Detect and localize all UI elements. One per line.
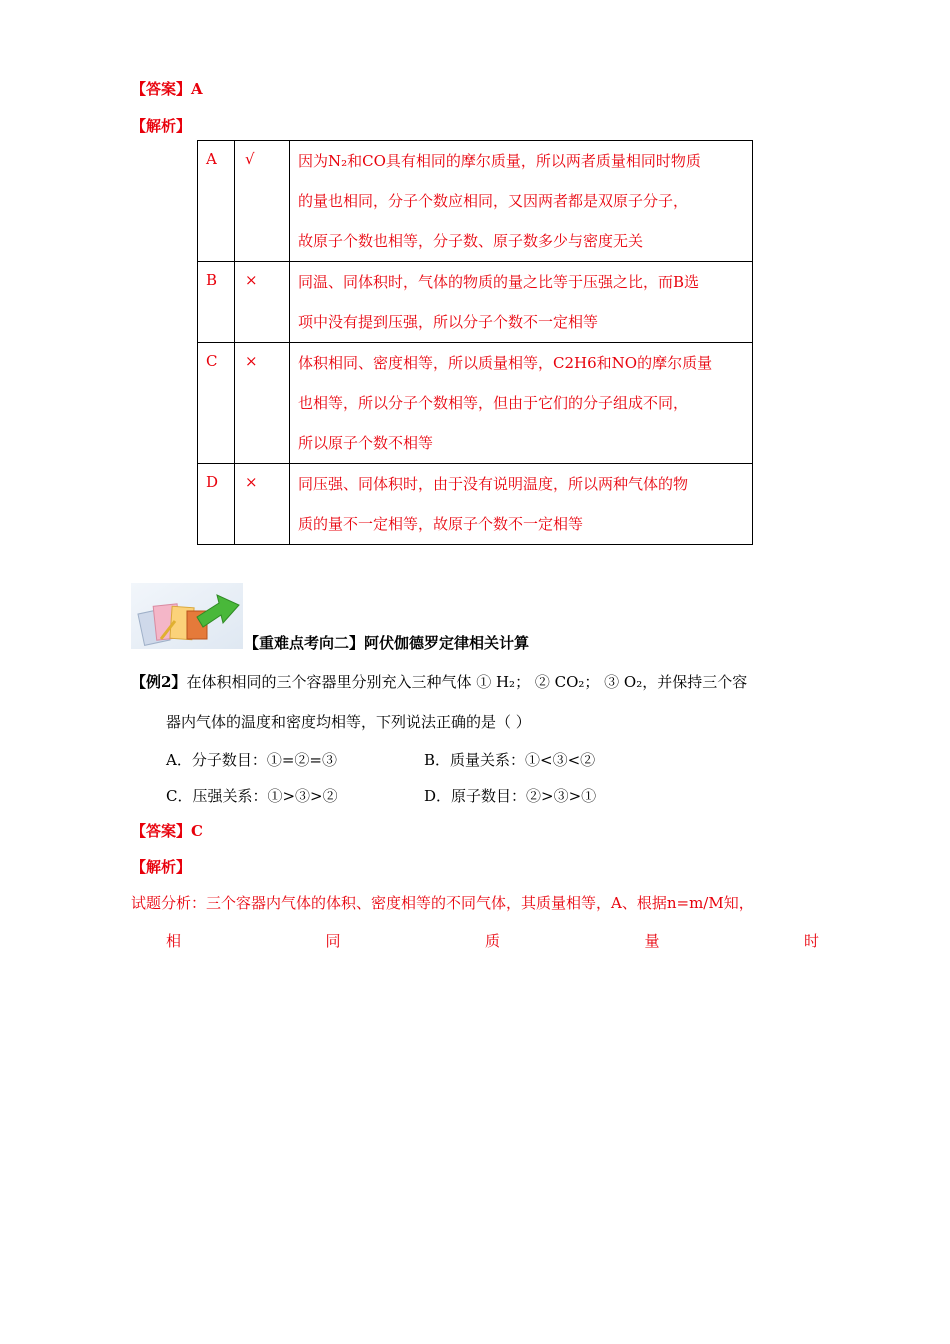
option-cell: B [198,262,235,343]
option-b: B．质量关系：①<③<② [424,751,596,769]
explanation-line: 项中没有提到压强，所以分子个数不一定相等 [298,313,599,331]
analysis-label: 【解析】 [131,117,192,135]
option-cell: C [198,343,235,464]
table-row [198,262,753,343]
table-row [198,141,753,262]
answer-1 [131,78,203,99]
example-2-question [131,671,747,692]
spread-char: 相 [166,932,182,950]
explanation-line: 同温、同体积时，气体的物质的量之比等于压强之比，而B选 [298,273,700,291]
books-with-green-arrow-icon [131,583,243,649]
analysis-table [197,140,753,545]
answer-value: A [191,80,203,98]
analysis-label: 【解析】 [131,858,192,876]
spread-char: 时 [803,932,819,950]
section-title: 【重难点考向二】阿伏伽德罗定律相关计算 [244,634,530,652]
example-label: 【例2】 [131,673,187,691]
option-d: D．原子数目：②>③>① [424,787,597,805]
explanation-line: 同压强、同体积时，由于没有说明温度，所以两种气体的物 [298,475,689,493]
explanation-line: 因为N₂和CO具有相同的摩尔质量，所以两者质量相同时物质 [298,152,701,170]
mark-cell: × [235,343,290,464]
mark-cell: × [235,262,290,343]
mark-cell: × [235,464,290,545]
question-line-2: 器内气体的温度和密度均相等，下列说法正确的是（ ） [166,713,531,731]
option-a: A．分子数目：①=②=③ [166,751,337,769]
table-row [198,464,753,545]
spread-char: 同 [325,932,341,950]
answer-value: C [191,822,203,840]
option-cell: A [198,141,235,262]
option-c: C．压强关系：①>③>② [166,787,338,805]
analysis-text-continued [166,930,819,951]
explanation-line: 的量也相同，分子个数应相同，又因两者都是双原子分子， [298,192,689,210]
option-cell: D [198,464,235,545]
explanation-cell [290,343,753,464]
explanation-line: 也相等，所以分子个数相等，但由于它们的分子组成不同， [298,394,689,412]
analysis-text: 试题分析：三个容器内气体的体积、密度相等的不同气体，其质量相等，A、根据n=m/M知， [131,894,754,912]
spread-char: 量 [644,932,660,950]
spread-char: 质 [484,932,500,950]
answer-label: 【答案】 [131,822,192,840]
explanation-cell [290,464,753,545]
explanation-line: 质的量不一定相等，故原子个数不一定相等 [298,515,584,533]
explanation-cell [290,262,753,343]
explanation-line: 所以原子个数不相等 [298,434,434,452]
table-row [198,343,753,464]
mark-cell: √ [235,141,290,262]
explanation-line: 体积相同、密度相等，所以质量相等，C2H6和NO的摩尔质量 [298,354,713,372]
question-line-1: 在体积相同的三个容器里分别充入三种气体 ① H₂； ② CO₂； ③ O₂，并保持三个容 [186,673,748,691]
answer-2 [131,820,203,841]
answer-label: 【答案】 [131,80,192,98]
explanation-line: 故原子个数也相等，分子数、原子数多少与密度无关 [298,232,644,250]
explanation-cell [290,141,753,262]
